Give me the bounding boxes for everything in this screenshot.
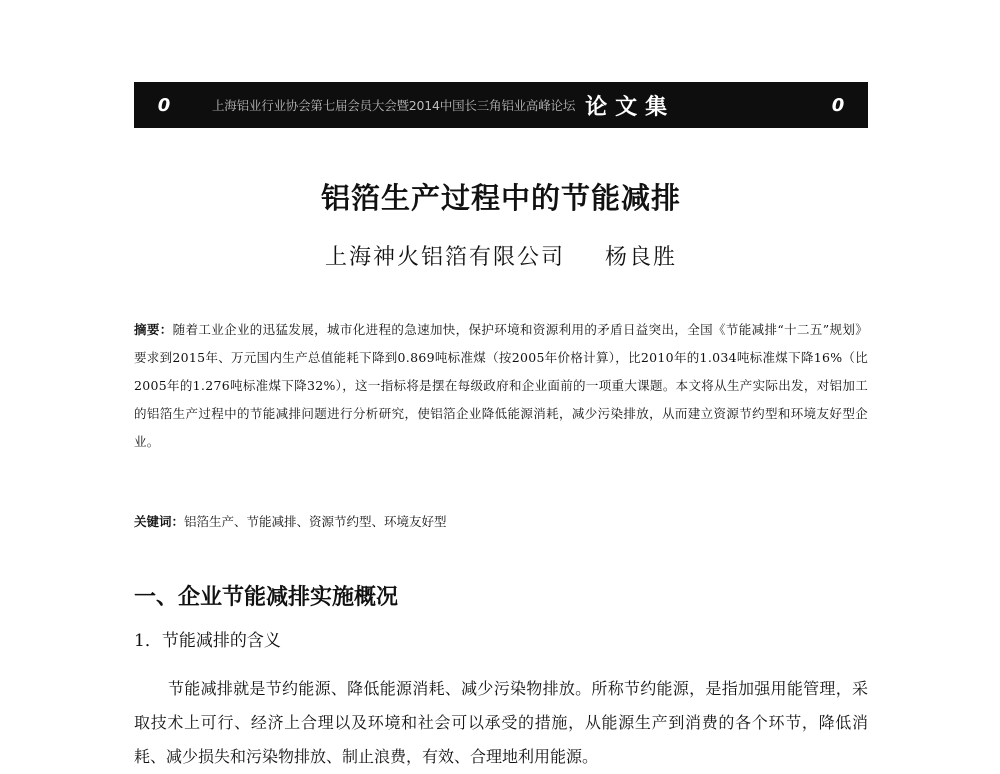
abstract-label: 摘要： — [134, 322, 173, 337]
header-collection-label: 论文集 — [585, 93, 676, 120]
header-event-title: 上海铝业行业协会第七届会员大会暨2014中国长三角铝业高峰论坛 — [212, 98, 576, 113]
keywords-text: 铝箔生产、节能减排、资源节约型、环境友好型 — [184, 514, 447, 529]
abstract-block — [134, 316, 868, 456]
keywords-block — [134, 508, 868, 536]
paper-title: 铝箔生产过程中的节能减排 — [320, 181, 681, 215]
keywords-label: 关键词： — [134, 514, 185, 529]
author-name: 杨良胜 — [605, 245, 678, 270]
header-mark-left: 0 — [157, 94, 171, 116]
subsection-heading: 1．节能减排的含义 — [134, 631, 281, 651]
proceedings-header-banner — [134, 82, 868, 128]
section-heading: 一、企业节能减排实施概况 — [134, 585, 399, 610]
paper-byline — [134, 240, 868, 271]
author-organization: 上海神火铝箔有限公司 — [324, 245, 565, 270]
abstract-text: 随着工业企业的迅猛发展，城市化进程的急速加快，保护环境和资源利用的矛盾日益突出，全国《节能减排“十二五”规划》要求到2015年、万元国内生产总值能耗下降到0.869吨标准煤（按2005年价格计算），比2010年的1.034吨标准煤下降16%（比2005年的1.276吨标准煤下降32%），这一指标将是摆在每级政府和企业面前的一项重大课题。本文将从生产实际出发，对铝加工的铝箔生产过程中的节能减排问题进行分析研究，使铝箔企业降低能源消耗，减少污染排放，从而建立资源节约型和环境友好型企业。 — [134, 322, 868, 449]
header-mark-right: 0 — [831, 94, 845, 116]
body-paragraph: 节能减排就是节约能源、降低能源消耗、减少污染物排放。所称节约能源，是指加强用能管理，采取技术上可行、经济上合理以及环境和社会可以承受的措施，从能源生产到消费的各个环节，降低消耗、减少损失和污染物排放、制止浪费，有效、合理地利用能源。 — [134, 679, 868, 766]
